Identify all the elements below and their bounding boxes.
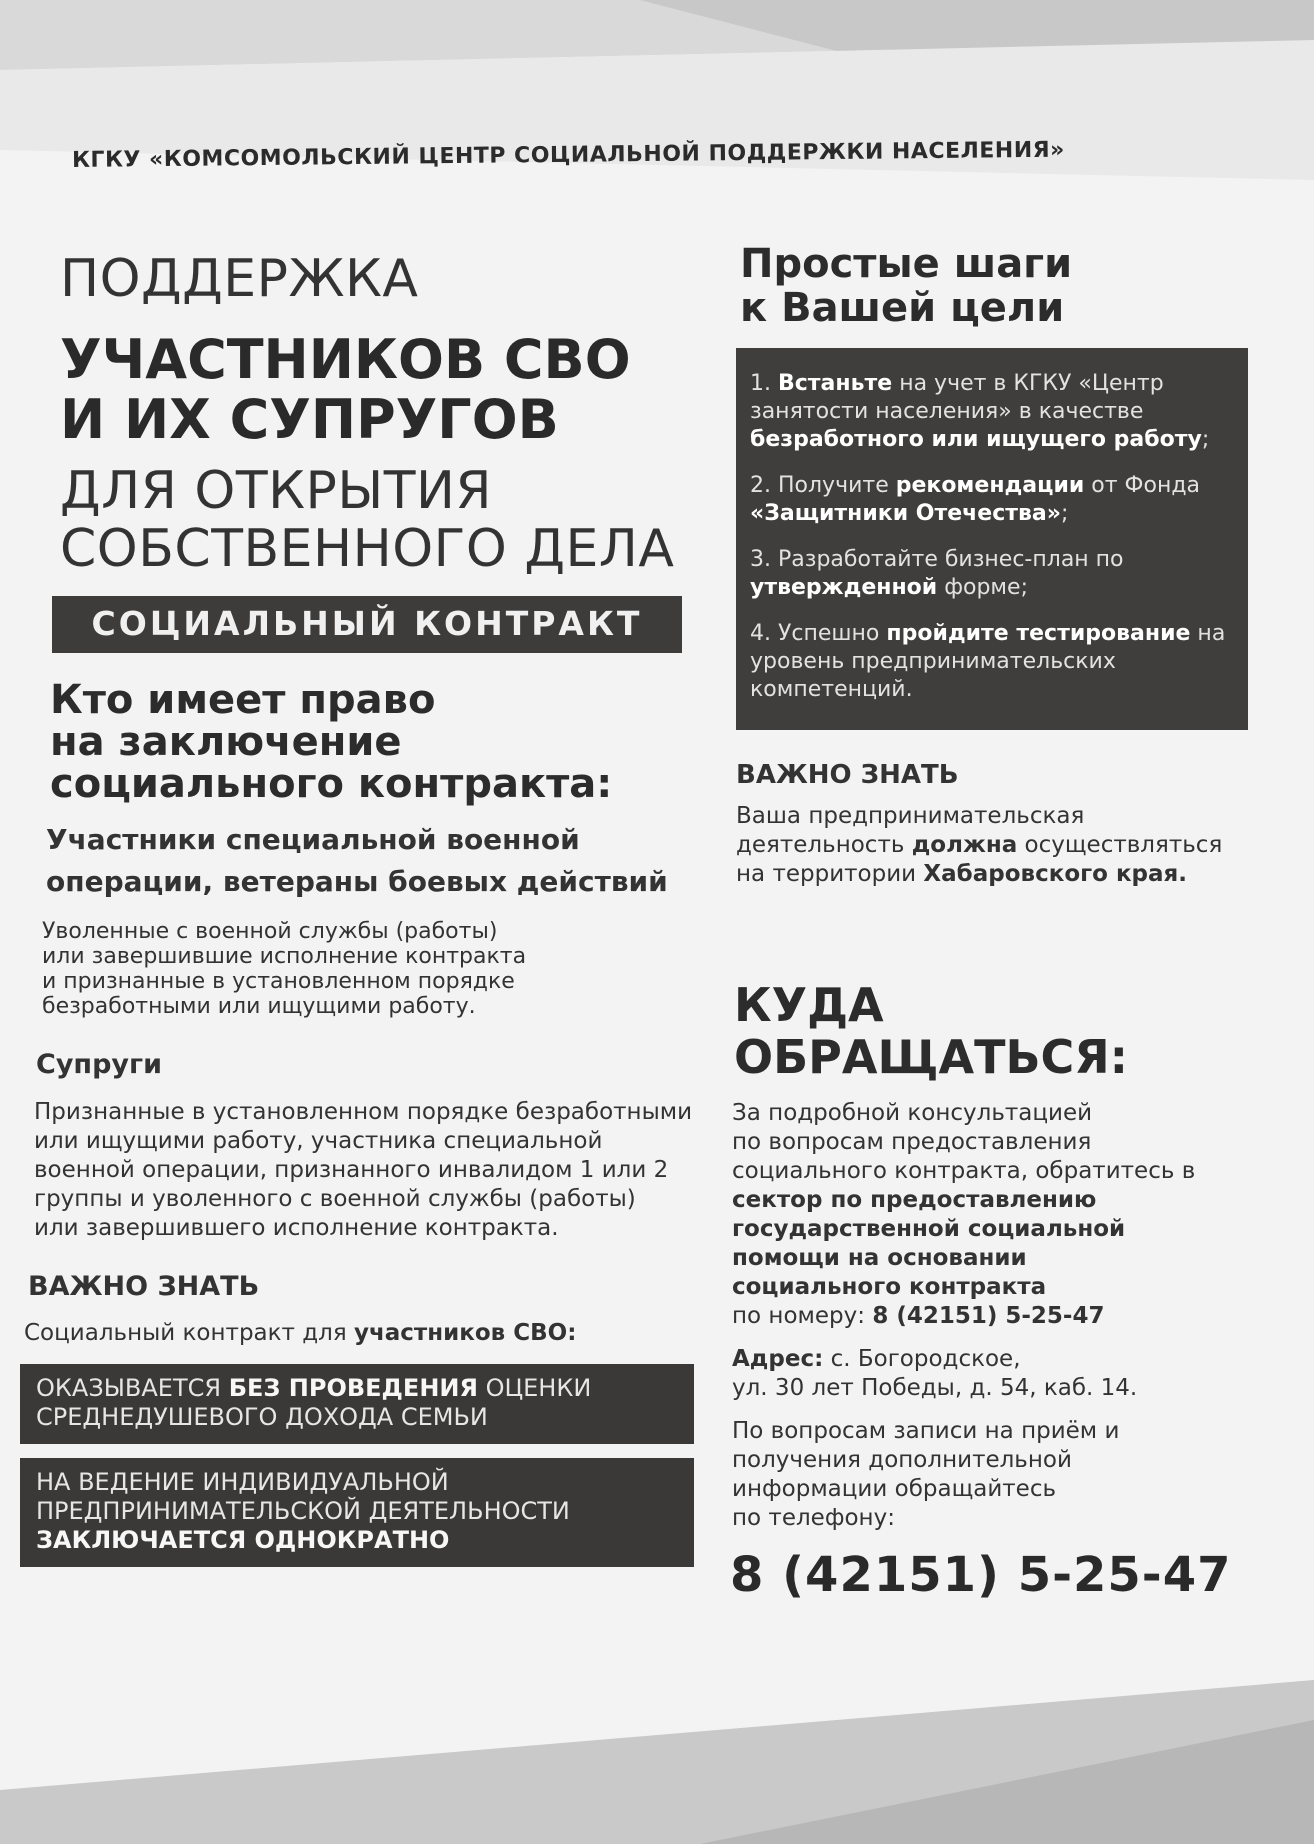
group-svo-heading	[46, 819, 700, 903]
steps-box	[736, 348, 1248, 730]
steps-title-line-1: Простые шаги	[740, 241, 1073, 287]
contact-bold-line-3	[732, 1244, 1270, 1273]
group-svo-text-line-4: безработными или ищущими работу.	[42, 994, 476, 1019]
important-right-l2a: деятельность	[736, 832, 912, 858]
contact-bold-line-1	[732, 1186, 1270, 1215]
step-3-number: 3.	[750, 547, 771, 572]
title-line-1: ПОДДЕРЖКА	[60, 249, 419, 309]
appointment-line-1: По вопросам записи на приём и	[732, 1418, 1120, 1444]
step-4-a: Успешно	[771, 621, 887, 646]
important-left-text	[24, 1320, 700, 1346]
group-svo-text	[42, 919, 700, 1019]
group-svo-heading-line-2: операции, ветераны боевых действий	[46, 865, 668, 898]
important-right-line-3	[736, 860, 1270, 889]
group-svo-text-line-2: или завершившие исполнение контракта	[42, 944, 527, 969]
step-2-b: рекомендации	[895, 473, 1085, 498]
important-right-l2c: осуществляться	[1017, 832, 1223, 858]
step-4-c: на уровень предпринимательских компетенций.	[750, 621, 1226, 702]
contact-bold-3: помощи на основании	[732, 1245, 1027, 1271]
contact-heading-line-2: ОБРАЩАТЬСЯ:	[734, 1030, 1129, 1084]
important-right-line-2	[736, 831, 1270, 860]
no-income-check-line-2: СРЕДНЕДУШЕВОГО ДОХОДА СЕМЬИ	[36, 1403, 488, 1431]
contact-phone-prefix: по номеру:	[732, 1303, 873, 1329]
important-right-heading: ВАЖНО ЗНАТЬ	[736, 760, 959, 790]
group-spouses-text-line-2: или ищущими работу, участника специальной	[34, 1128, 603, 1154]
appointment-line-3: информации обращайтесь	[732, 1476, 1057, 1502]
important-left-text-b: участников СВО:	[354, 1320, 577, 1346]
step-1-number: 1.	[750, 371, 771, 396]
contact-line-2: по вопросам предоставления	[732, 1129, 1092, 1155]
step-4-b: пройдите тестирование	[886, 621, 1191, 646]
step-2-d: «Защитники Отечества»	[750, 501, 1061, 526]
step-1-c: безработного или ищущего работу	[750, 427, 1202, 452]
appointment-line-2: получения дополнительной	[732, 1447, 1072, 1473]
contact-bold-line-4	[732, 1273, 1270, 1302]
step-2-number: 2.	[750, 473, 771, 498]
contact-text	[732, 1099, 1270, 1331]
important-right-l3b: Хабаровского края.	[923, 861, 1188, 887]
one-time-contract-line-3	[36, 1526, 680, 1555]
address	[732, 1345, 1270, 1403]
step-1-d: ;	[1201, 427, 1210, 452]
no-income-check-box	[20, 1364, 694, 1444]
step-3-c: форме;	[937, 575, 1028, 600]
contact-bold-line-2	[732, 1215, 1270, 1244]
group-svo-heading-line-1: Участники специальной военной	[46, 823, 580, 856]
contact-bold-4: социального контракта	[732, 1274, 1047, 1300]
social-contract-banner: СОЦИАЛЬНЫЙ КОНТРАКТ	[52, 596, 682, 653]
title-line-2: УЧАСТНИКОВ СВО	[60, 328, 631, 391]
title-line-4: ДЛЯ ОТКРЫТИЯ	[60, 461, 493, 521]
address-label: Адрес:	[732, 1346, 824, 1372]
eligibility-heading-line-2: на заключение	[50, 719, 402, 765]
group-spouses-heading: Супруги	[36, 1049, 163, 1080]
important-right-l2b: должна	[911, 832, 1018, 858]
step-1-b: на учет в КГКУ «Центр занятости населения» в качестве	[750, 371, 1164, 424]
contact-phone-number[interactable]: 8 (42151) 5-25-47	[872, 1303, 1105, 1329]
no-income-check-c: ОЦЕНКИ	[477, 1374, 592, 1402]
left-column	[20, 250, 700, 1567]
group-svo-text-line-1: Уволенные с военной службы (работы)	[42, 919, 498, 944]
group-spouses-text-line-3: военной операции, признанного инвалидом 1 или 2	[34, 1157, 669, 1183]
group-spouses-text-line-5: или завершившего исполнение контракта.	[34, 1215, 559, 1241]
important-left-heading: ВАЖНО ЗНАТЬ	[28, 1271, 260, 1302]
contact-heading	[734, 979, 1270, 1083]
step-4-number: 4.	[750, 621, 771, 646]
step-4	[750, 620, 1234, 704]
one-time-contract-line-2: ПРЕДПРИНИМАТЕЛЬСКОЙ ДЕЯТЕЛЬНОСТИ	[36, 1497, 570, 1525]
no-income-check-a: ОКАЗЫВАЕТСЯ	[36, 1374, 229, 1402]
organization-name: КГКУ «КОМСОМОЛЬСКИЙ ЦЕНТР СОЦИАЛЬНОЙ ПОДДЕРЖКИ НАСЕЛЕНИЯ»	[71, 137, 1065, 173]
step-3-a: Разработайте бизнес-план по	[771, 547, 1124, 572]
right-column	[730, 242, 1270, 1603]
step-3-b: утвержденной	[750, 575, 938, 600]
important-left-text-a: Социальный контракт для	[24, 1320, 354, 1346]
contact-phone-line	[732, 1302, 1270, 1331]
group-spouses-text-line-4: группы и уволенного с военной службы (работы)	[34, 1186, 636, 1212]
contact-bold-2: государственной социальной	[732, 1216, 1126, 1242]
one-time-contract-line-1: НА ВЕДЕНИЕ ИНДИВИДУАЛЬНОЙ	[36, 1468, 449, 1496]
steps-title	[740, 242, 1270, 330]
eligibility-heading	[50, 679, 700, 805]
important-right-l3a: на территории	[736, 861, 924, 887]
address-village: с. Богородское,	[823, 1346, 1021, 1372]
title-line-5: СОБСТВЕННОГО ДЕЛА	[60, 519, 675, 579]
group-spouses-text	[34, 1098, 700, 1243]
contact-heading-line-1: КУДА	[734, 978, 884, 1032]
important-right-line-1: Ваша предпринимательская	[736, 803, 1085, 829]
step-1	[750, 370, 1234, 454]
step-3	[750, 546, 1234, 602]
appointment-line-4: по телефону:	[732, 1505, 895, 1531]
steps-title-line-2: к Вашей цели	[740, 285, 1065, 331]
main-title	[60, 250, 700, 578]
group-spouses-text-line-1: Признанные в установленном порядке безработными	[34, 1099, 693, 1125]
contact-bold-1: сектор по предоставлению	[732, 1187, 1097, 1213]
contact-line-3: социального контракта, обратитесь в	[732, 1158, 1196, 1184]
no-income-check-b: БЕЗ ПРОВЕДЕНИЯ	[228, 1374, 478, 1402]
important-right-text	[736, 802, 1270, 889]
one-time-contract-c: ЗАКЛЮЧАЕТСЯ ОДНОКРАТНО	[36, 1526, 450, 1554]
big-phone-number[interactable]: 8 (42151) 5-25-47	[730, 1547, 1232, 1603]
address-line-1	[732, 1345, 1270, 1374]
contact-line-1: За подробной консультацией	[732, 1100, 1093, 1126]
eligibility-heading-line-1: Кто имеет право	[50, 677, 436, 723]
eligibility-heading-line-3: социального контракта:	[50, 761, 613, 807]
one-time-contract-box	[20, 1458, 694, 1567]
appointment-text	[732, 1417, 1270, 1533]
step-2	[750, 472, 1234, 528]
step-2-a: Получите	[771, 473, 896, 498]
no-income-check-line-1	[36, 1374, 680, 1403]
step-2-c: от Фонда	[1084, 473, 1201, 498]
step-2-e: ;	[1060, 501, 1069, 526]
title-line-3: И ИХ СУПРУГОВ	[60, 388, 559, 451]
group-svo-text-line-3: и признанные в установленном порядке	[42, 969, 515, 994]
step-1-a: Встаньте	[778, 371, 893, 396]
address-line-2: ул. 30 лет Победы, д. 54, каб. 14.	[732, 1375, 1138, 1401]
